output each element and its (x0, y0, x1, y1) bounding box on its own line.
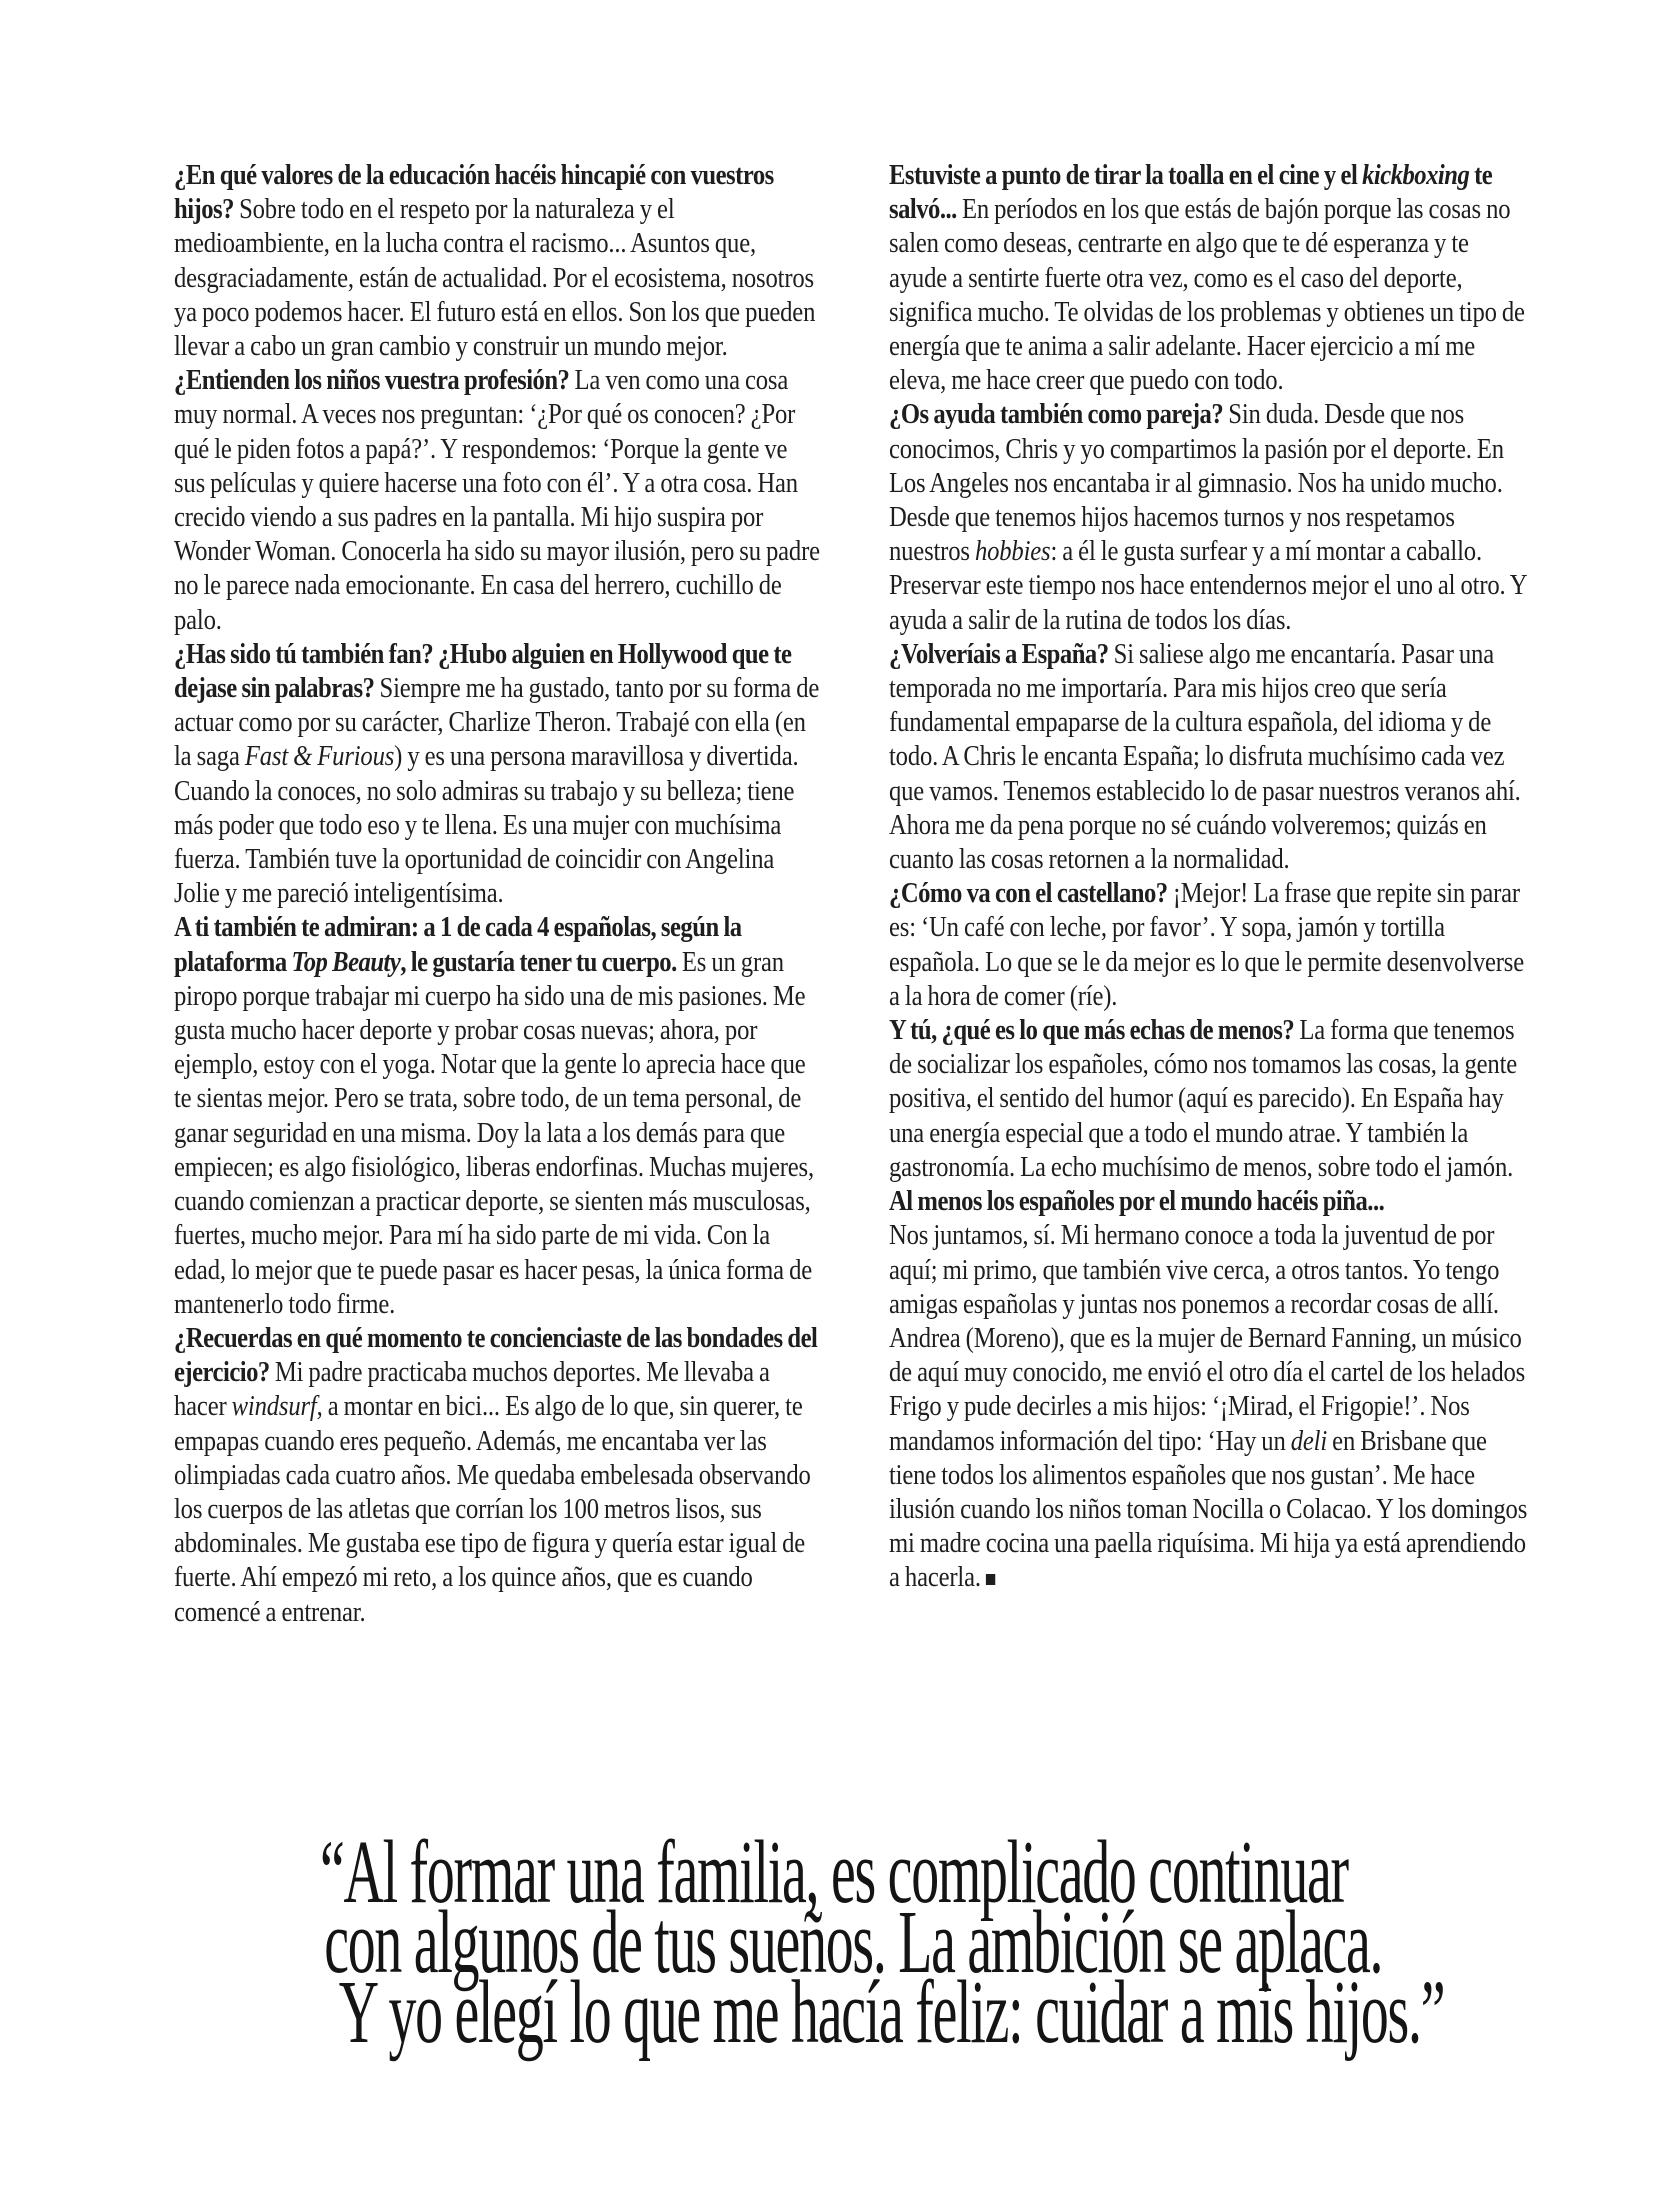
interview-answer: Sobre todo en el respeto por la naturaleza y el medioambiente, en la lucha contra el racismo... Asuntos que, desgraciadamente, están de actualidad. Por el ecosistema, nosotros ya poco podemos hacer. El futuro está en ellos. Son los que pueden llevar a cabo un gran cambio y construir un mundo mejor. (174, 193, 816, 363)
interview-question: kickboxing (1362, 159, 1470, 191)
interview-paragraph (174, 1321, 822, 1629)
article-column-left (174, 158, 822, 1629)
interview-paragraph (889, 397, 1528, 636)
interview-question: ¿En qué valores de la educación hacéis hincapié con vuestros hijos? (174, 159, 774, 226)
interview-paragraph (889, 637, 1528, 876)
interview-answer: ¡Mejor! La frase que repite sin parar es: ‘Un café con leche, por favor’. Y sopa, jamón y tortilla española. Lo que se le da mejor es lo que le permite desenvolverse a la hora de comer (ríe). (889, 877, 1525, 1012)
interview-question: Y tú, ¿qué es lo que más echas de menos? (889, 1014, 1295, 1047)
interview-answer: , a montar en bici... Es algo de lo que, sin querer, te empapas cuando eres pequeño. Además, me encantaba ver las olimpiadas cada cuatro años. Me quedaba embelesada observando los cuerpos de las atletas que corrían los 100 metros lisos, sus abdominales. Me gustaba ese tipo de figura y quería estar igual de fuerte. Ahí empezó mi reto, a los quince años, que es cuando comencé a entrenar. (174, 1390, 811, 1628)
interview-question: ¿Cómo va con el castellano? (889, 877, 1168, 910)
pull-quote-line (0, 1963, 1667, 2062)
interview-question: A ti también te admiran: a 1 de cada 4 españolas, según la plataforma (174, 911, 742, 978)
interview-answer: Es un gran piropo porque trabajar mi cuerpo ha sido una de mis pasiones. Me gusta mucho hacer deporte y probar cosas nuevas; ahora, por ejemplo, estoy con el yoga. Notar que la gente lo aprecia hace que te sientas mejor. Pero se trata, sobre todo, de un tema personal, de ganar seguridad en una misma. Doy la lata a los demás para que empiecen; es algo fisiológico, liberas endorfinas. Muchas mujeres, cuando comienzan a practicar deporte, se sienten más musculosas, fuertes, mucho mejor. Para mí ha sido parte de mi vida. Con la edad, lo mejor que te puede pasar es hacer pesas, la única forma de mantenerlo todo firme. (174, 945, 814, 1320)
interview-question: Al menos los españoles por el mundo hacéis piña... (889, 1185, 1385, 1218)
interview-answer: deli (1290, 1424, 1328, 1457)
end-of-article-square-icon (986, 1574, 995, 1585)
interview-question: ¿Volveríais a España? (889, 637, 1109, 670)
pull-quote-text: “Al formar una familia, es complicado continuar (319, 1823, 1348, 1922)
interview-answer: La forma que tenemos de socializar los españoles, cómo nos tomamos las cosas, la gente positiva, el sentido del humor (aquí es parecido). En España hay una energía especial que a todo el mundo atrae. Y también la gastronomía. La echo muchísimo de menos, sobre todo el jamón. (889, 1014, 1518, 1183)
interview-answer: Mi padre practicaba muchos deportes. Me llevaba a hacer (174, 1356, 770, 1423)
interview-answer: Fast & Furious (244, 740, 395, 773)
interview-question: Estuviste a punto de tirar la toalla en el cine y el (889, 159, 1363, 191)
interview-answer: En períodos en los que estás de bajón porque las cosas no salen como deseas, centrarte en algo que te dé esperanza y te ayude a sentirte fuerte otra vez, como es el caso del deporte, significa mucho. Te olvidas de los problemas y obtienes un tipo de energía que te anima a salir adelante. Hacer ejercicio a mí me eleva, me hace creer que puedo con todo. (889, 193, 1525, 397)
interview-question: ¿Has sido tú también fan? ¿Hubo alguien en Hollywood que te dejase sin palabras? (174, 637, 792, 705)
interview-question: ¿Entienden los niños vuestra profesión? (174, 364, 570, 397)
interview-paragraph (889, 876, 1528, 1013)
interview-answer: en Brisbane que tiene todos los alimentos españoles que nos gustan’. Me hace ilusión cuando los niños toman Nocilla o Colacao. Y los domingos mi madre cocina una paella riquísima. Mi hija ya está aprendiendo a hacerla. (889, 1424, 1528, 1594)
interview-paragraph (889, 1013, 1528, 1184)
interview-answer: hobbies (974, 535, 1051, 568)
interview-answer: Sin duda. Desde que nos conocimos, Chris y yo compartimos la pasión por el deporte. En Los Angeles nos encantaba ir al gimnasio. Nos ha unido mucho. Desde que tenemos hijos hacemos turnos y nos respetamos nuestros (889, 398, 1504, 568)
article-column-right (889, 158, 1528, 1595)
interview-question: te salvó... (889, 159, 1493, 226)
pull-quote-text: con algunos de tus sueños. La ambición se aplaca. (324, 1893, 1383, 1992)
interview-question: ¿Os ayuda también como pareja? (889, 398, 1224, 431)
interview-question: , le gustaría tener tu cuerpo. (400, 945, 677, 978)
interview-paragraph (174, 637, 822, 911)
interview-paragraph (174, 363, 822, 637)
interview-paragraph (174, 158, 822, 363)
interview-question: Top Beauty (291, 945, 401, 978)
interview-answer: : a él le gusta surfear y a mí montar a caballo. Preservar este tiempo nos hace entendernos mejor el uno al otro. Y ayuda a salir de la rutina de todos los días. (889, 535, 1527, 636)
interview-answer: windsurf (231, 1390, 317, 1423)
interview-paragraph (889, 1184, 1528, 1594)
interview-answer: Nos juntamos, sí. Mi hermano conoce a toda la juventud de por aquí; mi primo, que también vive cerca, a otros tantos. Yo tengo amigas españolas y juntas nos ponemos a recordar cosas de allí. Andrea (Moreno), que es la mujer de Bernard Fanning, un músico de aquí muy conocido, me envió el otro día el cartel de los helados Frigo y pude decirles a mis hijos: ‘¡Mirad, el Frigopie!’. Nos mandamos información del tipo: ‘Hay un (889, 1219, 1526, 1457)
interview-answer: ) y es una persona maravillosa y divertida. Cuando la conoces, no solo admiras su trabajo y su belleza; tiene más poder que todo eso y te llena. Es una mujer con muchísima fuerza. También tuve la oportunidad de coincidir con Angelina Jolie y me pareció inteligentísima. (174, 740, 799, 910)
interview-paragraph (889, 158, 1528, 397)
interview-answer: Si saliese algo me encantaría. Pasar una temporada no me importaría. Para mis hijos creo que sería fundamental empaparse de la cultura española, del idioma y de todo. A Chris le encanta España; lo disfruta muchísimo cada vez que vamos. Tenemos establecido lo de pasar nuestros veranos ahí. Ahora me da pena porque no sé cuándo volveremos; quizás en cuanto las cosas retornen a la normalidad. (889, 637, 1521, 876)
interview-answer: Siempre me ha gustado, tanto por su forma de actuar como por su carácter, Charlize Theron. Trabajé con ella (en la saga (174, 672, 820, 773)
pull-quote (0, 1823, 1667, 2062)
interview-answer: La ven como una cosa muy normal. A veces nos preguntan: ‘¿Por qué os conocen? ¿Por qué le piden fotos a papá?’. Y respondemos: ‘Porque la gente ve sus películas y quiere hacerse una foto con él’. Y a otra cosa. Han crecido viendo a sus padres en la pantalla. Mi hijo suspira por Wonder Woman. Conocerla ha sido su mayor ilusión, pero su padre no le parece nada emocionante. En casa del herrero, cuchillo de palo. (174, 364, 820, 636)
pull-quote-text: Y yo elegí lo que me hacía feliz: cuidar a mis hijos.” (338, 1963, 1445, 2062)
interview-question: ¿Recuerdas en qué momento te concienciaste de las bondades del ejercicio? (174, 1321, 818, 1389)
interview-paragraph (174, 910, 822, 1320)
